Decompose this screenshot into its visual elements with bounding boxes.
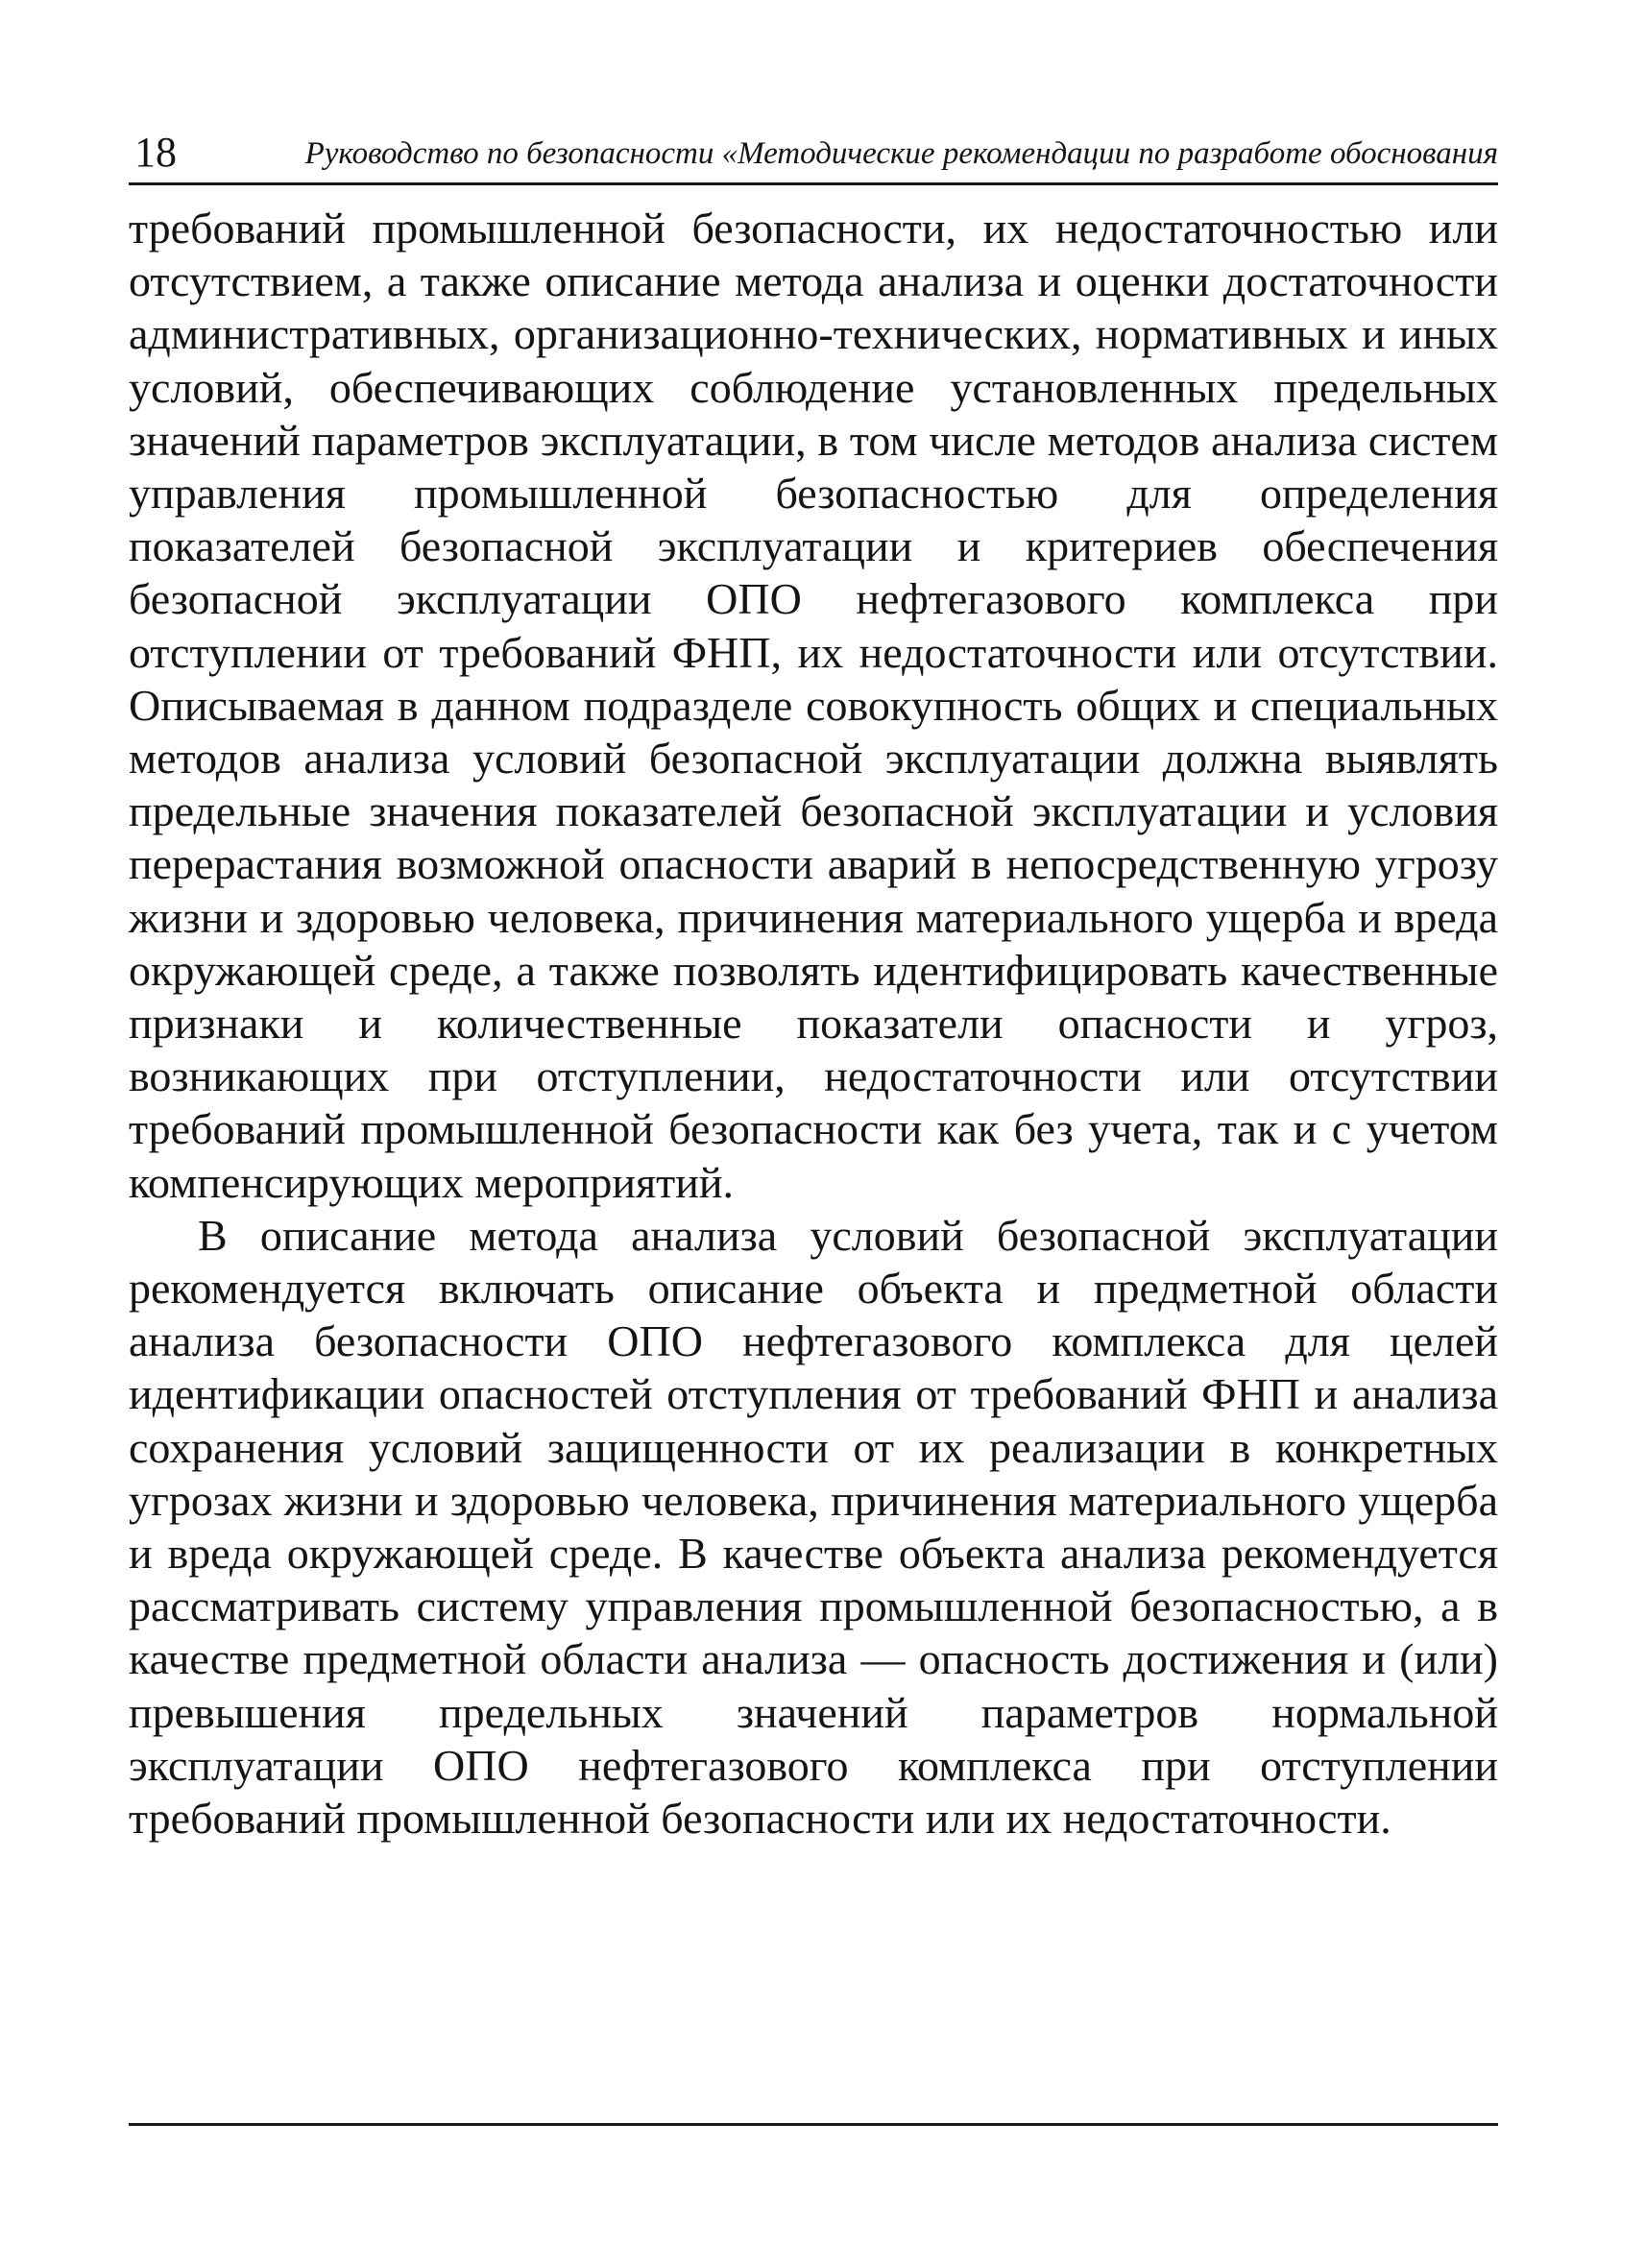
running-title: Руководство по безопасности «Методические рекомендации по разработе обоснования — [304, 136, 1498, 171]
body-text — [129, 202, 1498, 1845]
paragraph-continuation: требований промышленной безопасности, их недостаточностью или отсутствием, а также описание метода анализа и оценки достаточности административных, организационно-технических, нормативных и иных условий, обеспечивающих соблюдение установленных предельных значений параметров эксплуатации, в том числе методов анализа систем управления промышленной безопасностью для определения показателей безопасной эксплуатации и критериев обеспечения безопасной эксплуатации ОПО нефтегазового комплекса при отступлении от требований ФНП, их недостаточности или отсутствии. Описываемая в данном подразделе совокупность общих и специальных методов анализа условий безопасной эксплуатации должна выявлять предельные значения показателей безопасной эксплуатации и условия перерастания возможной опасности аварий в непосредственную угрозу жизни и здоровью человека, причинения материального ущерба и вреда окружающей среде, а также позволять идентифицировать качественные признаки и количественные показатели опасности и угроз, возникающих при отступлении, недостаточности или отсутствии требований промышленной безопасности как без учета, так и с учетом компенсирующих мероприятий. — [129, 204, 1498, 1207]
running-header — [129, 127, 1498, 185]
bottom-divider — [129, 2123, 1498, 2126]
paragraph-analysis-method: В описание метода анализа условий безопасной эксплуатации рекомендуется включать описание объекта и предметной области анализа безопасности ОПО нефтегазового комплекса для целей идентификации опасностей отступления от требований ФНП и анализа сохранения условий защищенности от их реализации в конкретных угрозах жизни и здоровью человека, причинения материального ущерба и вреда окружающей среде. В качестве объекта анализа рекомендуется рассматривать систему управления промышленной безопасностью, а в качестве предметной области анализа — опасность достижения и (или) превышения предельных значений параметров нормальной эксплуатации ОПО нефтегазового комплекса при отступлении требований промышленной безопасности или их недостаточности. — [129, 1210, 1498, 1844]
page-number: 18 — [134, 129, 177, 176]
